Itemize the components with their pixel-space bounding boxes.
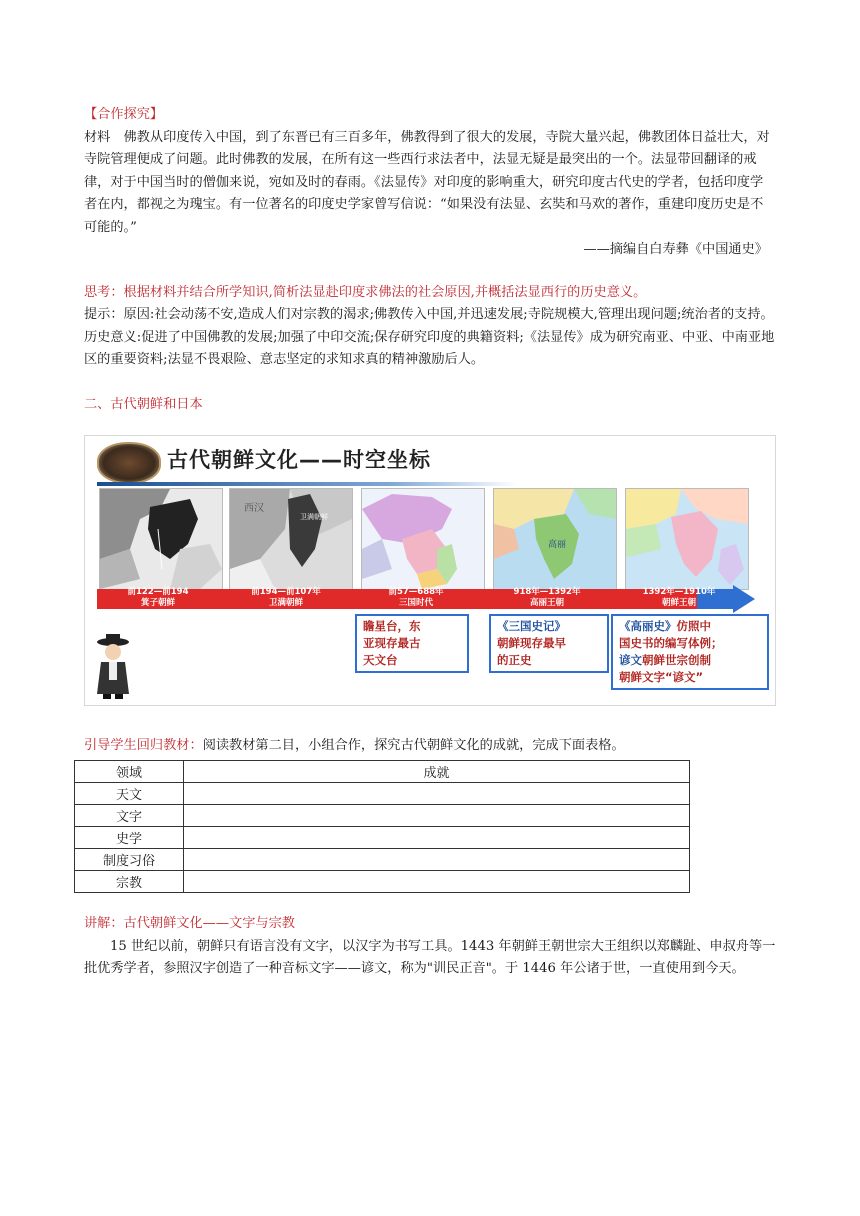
timeline-label-3: 前57—688年 三国时代 [388,586,444,608]
map-wiman-joseon [229,488,353,590]
thinking-question: 思考：根据材料并结合所学知识,简析法显赴印度求佛法的社会原因,并概括法显西行的历史意义。 [84,284,647,300]
table-cell-field: 制度习俗 [75,849,184,871]
timeline-arrow [97,585,753,611]
timeline-label-1: 前122—前194 箕子朝鲜 [127,586,189,608]
table-cell-field: 文字 [75,805,184,827]
guide-paragraph [84,735,776,758]
timeline-label-2: 前194—前107年 卫满朝鲜 [251,586,321,608]
table-header-field: 领域 [75,761,184,783]
material-paragraph: 材料 佛教从印度传入中国，到了东晋已有三百多年，佛教得到了很大的发展，寺院大量兴起，佛教团体日益壮大，对寺院管理便成了问题。此时佛教的发展，在所有这一些西行求法者中，法显无疑是最突出的一个。法显带回翻译的戒律，对于中国当时的僧伽来说，宛如及时的春雨。《法显传》对印度的影响重大，研究印度古代史的学者，包括印度学者在内，都视之为瑰宝。有一位著名的印度史学家曾写信说：“如果没有法显、玄奘和马欢的著作，重建印度历史是不可能的。” [84,129,770,235]
map-gija-joseon [99,488,223,590]
map-label-xihan: 西汉 [244,502,264,514]
table-cell-blank[interactable] [184,783,690,805]
timeline-label-5: 1392年—1910年 朝鲜王朝 [642,586,716,608]
material-source: ——摘编自白寿彝《中国通史》 [583,242,768,257]
note-samguk-sagi: 《三国史记》 朝鲜现存最早 的正史 [489,614,609,673]
table-cell-blank[interactable] [184,871,690,893]
map-three-kingdoms [361,488,485,590]
map-label-goryeo: 高丽 [548,539,567,550]
note-goryeosa-eonmun: 《高丽史》仿照中 国史书的编写体例； 谚文朝鲜世宗创制 朝鲜文字“谚文” [611,614,769,690]
palace-icon [97,442,161,484]
lecture-heading: 讲解：古代朝鲜文化——文字与宗教 [84,916,295,931]
figure-header [97,442,517,480]
table-cell-blank[interactable] [184,827,690,849]
map-strip [99,488,759,592]
table-cell-field: 史学 [75,827,184,849]
note-cheomseongdae: 瞻星台，东 亚现存最古 天文台 [355,614,469,673]
title-underline [97,482,517,486]
map-joseon-dynasty [625,488,749,590]
table-header-row [75,761,690,783]
scholar-figure-icon [93,632,133,700]
guide-label: 引导学生回归教材： [84,737,203,753]
map-label-wiman: 卫满朝鲜 [300,512,328,521]
hint-reason: 提示：原因:社会动荡不安,造成人们对宗教的渴求;佛教传入中国,并迅速发展;寺院规模大,管理出现问题;统治者的支持。 [84,307,774,322]
guide-text: 阅读教材第二目，小组合作，探究古代朝鲜文化的成就，完成下面表格。 [202,737,625,753]
section-title: 二、古代朝鲜和日本 [84,396,203,412]
achievement-table [74,760,690,893]
map-goryeo [493,488,617,590]
table-row [75,871,690,893]
table-row [75,827,690,849]
table-row [75,849,690,871]
table-cell-blank[interactable] [184,849,690,871]
table-header-achievement: 成就 [184,761,690,783]
korea-timeline-figure [84,435,776,706]
table-row [75,783,690,805]
lecture-paragraph: 15 世纪以前，朝鲜只有语言没有文字，以汉字为书写工具。1443 年朝鲜王朝世宗大王组织以郑麟趾、申叔舟等一批优秀学者，参照汉字创造了一种音标文字——谚文，称为"训民正音"。于 1446 年公诸于世，一直使用到今天。 [84,938,776,976]
arrow-right-icon [733,585,755,613]
table-row [75,805,690,827]
table-cell-blank[interactable] [184,805,690,827]
cooperative-inquiry-heading: 【合作探究】 [84,107,164,122]
table-cell-field: 天文 [75,783,184,805]
table-cell-field: 宗教 [75,871,184,893]
timeline-label-4: 918年—1392年 高丽王朝 [513,586,581,608]
hint-significance: 历史意义:促进了中国佛教的发展;加强了中印交流;保存研究印度的典籍资料;《法显传》成为研究南亚、中亚、中南亚地区的重要资料;法显不畏艰险、意志坚定的求知求真的精神激励后人。 [84,329,775,367]
document-page [84,104,776,981]
figure-title: 古代朝鲜文化——时空坐标 [167,447,431,472]
